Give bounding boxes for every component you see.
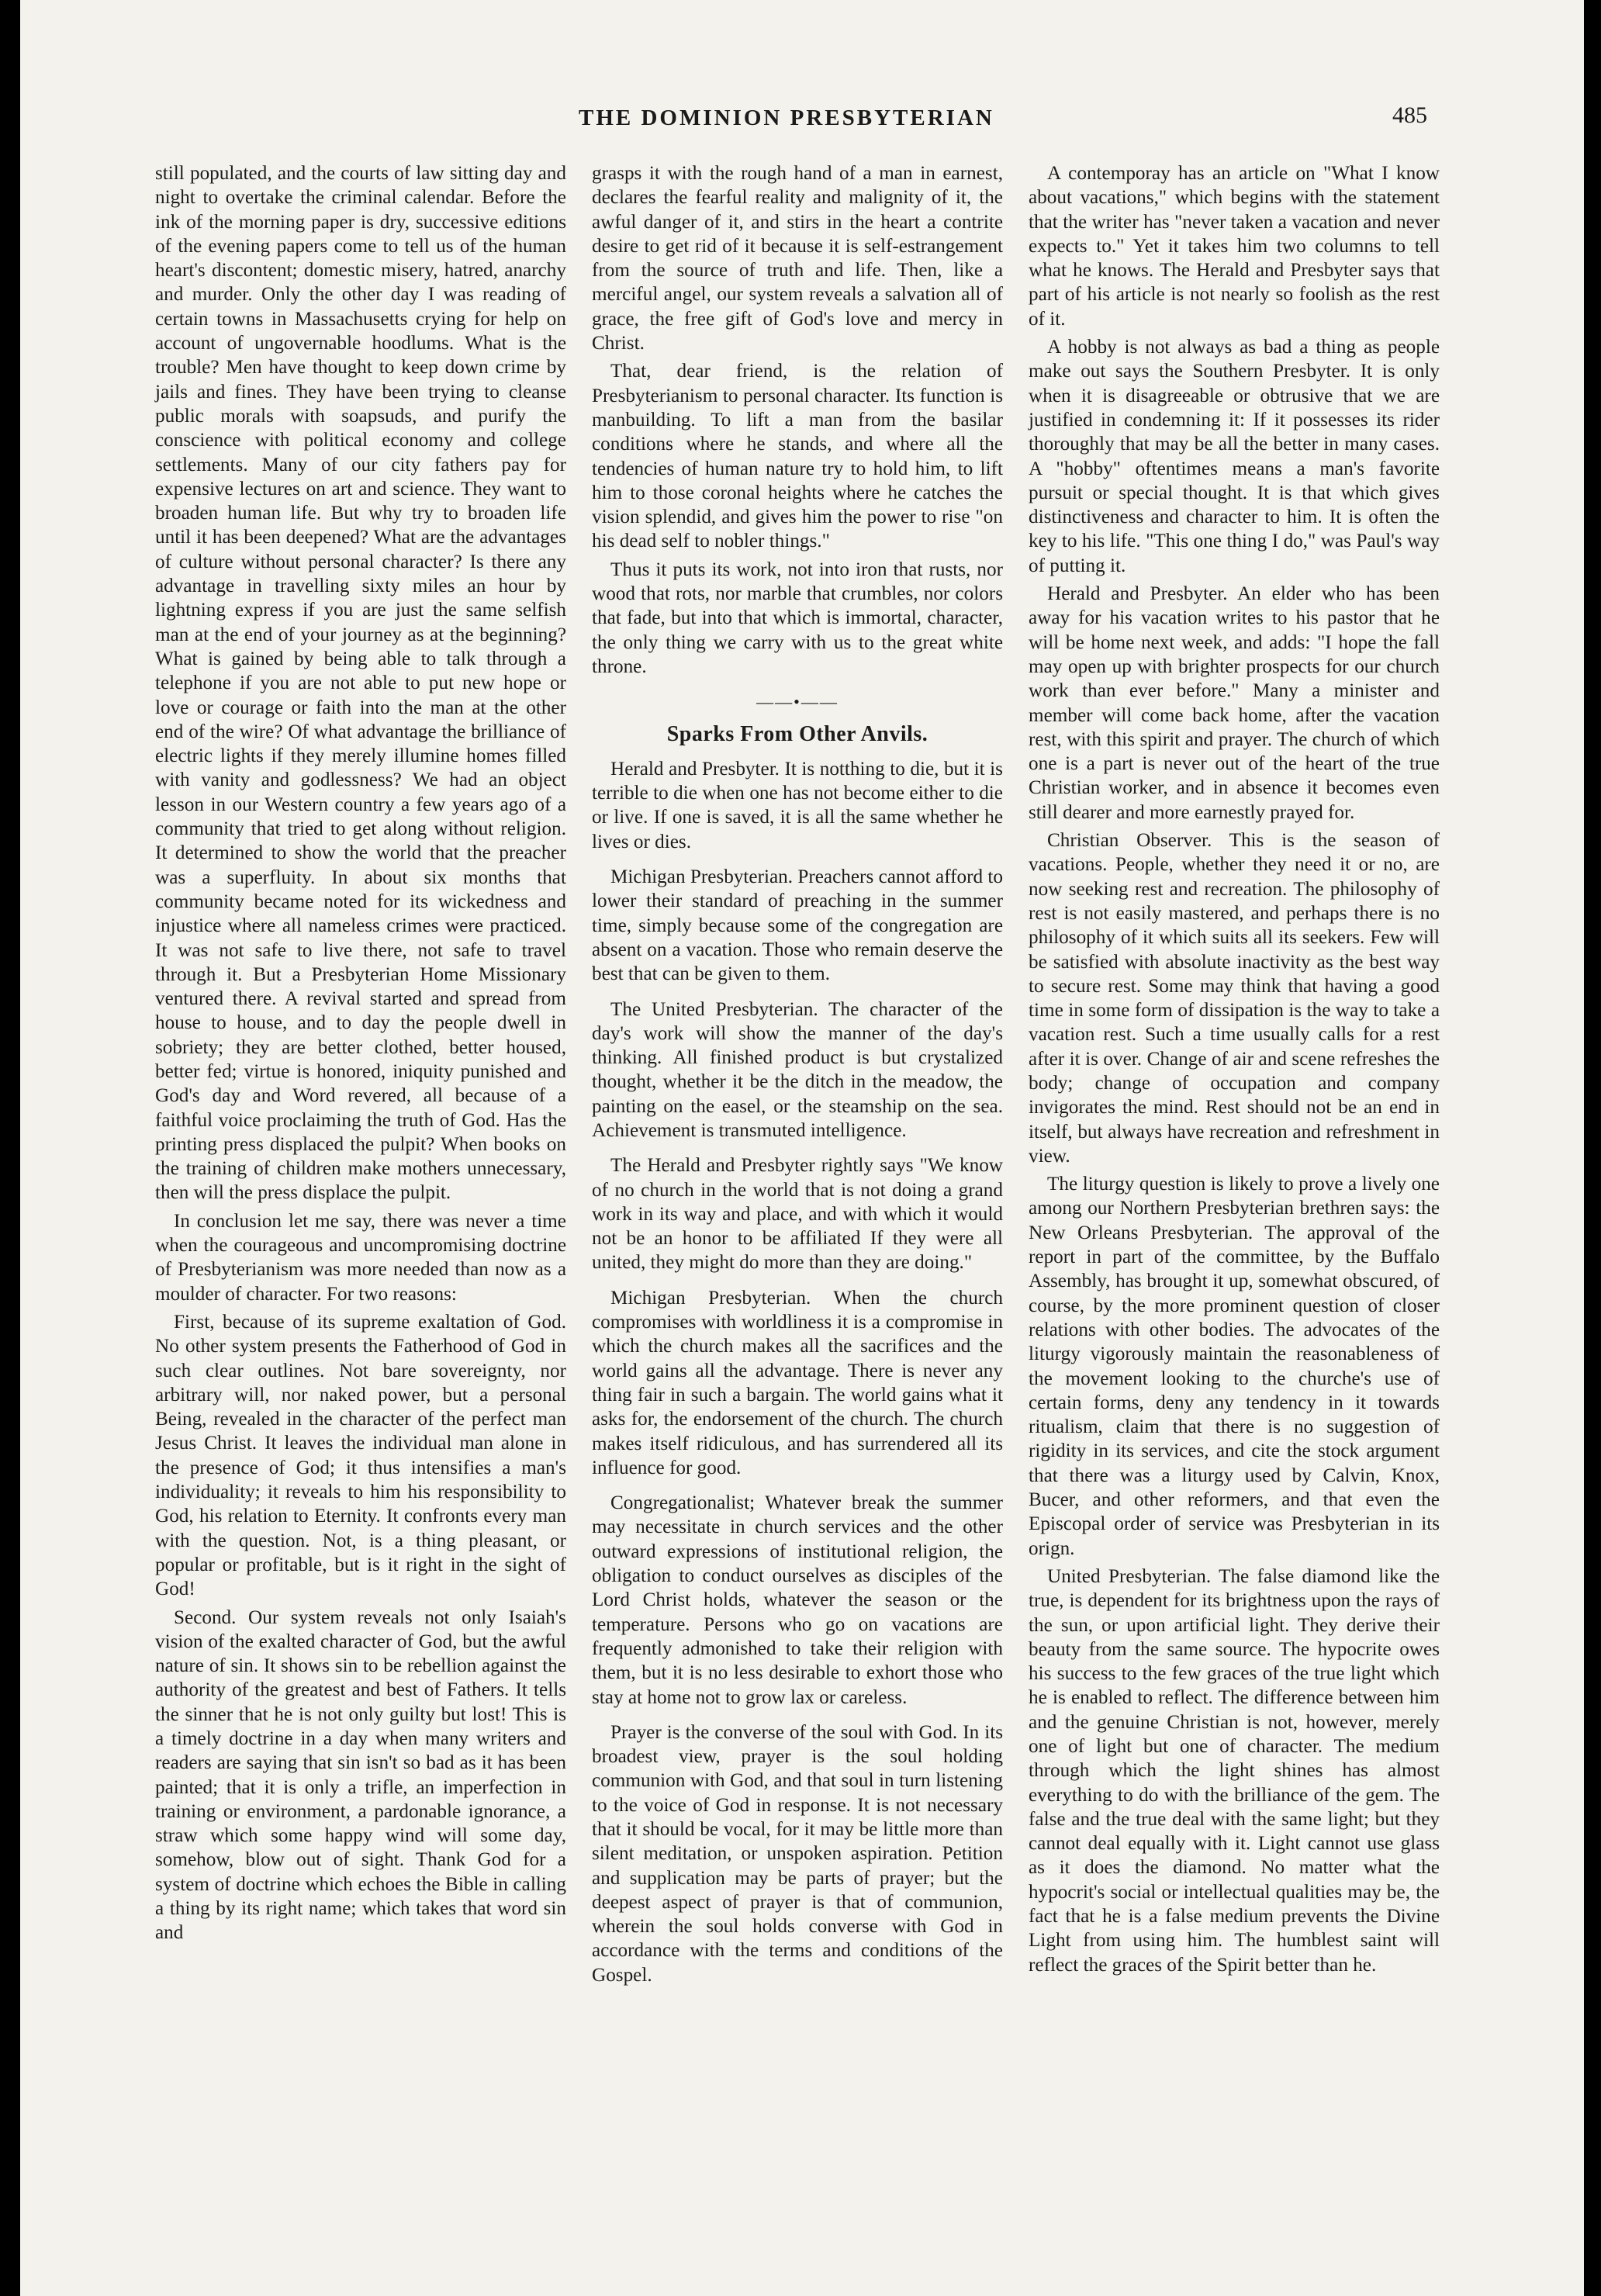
paragraph: Thus it puts its work, not into iron that rusts, nor wood that rots, nor marble that crumbles, nor colors that fade, but into that which is immortal, character, the only thing we carry with us to the great white throne. [592,558,1003,677]
paragraph: Michigan Presbyterian. When the church compromises with worldliness it is a compromise in which the church makes all the sacrifices and the world gains all the advantage. There is never any thing fair in such a bargain. The world gains what it asks for, the endorsement of the church. The church makes itself ridiculous, and has surrendered all its influence for good. [592,1287,1003,1478]
paragraph: Christian Observer. This is the season of vacations. People, whether they need it or no, are now seeking rest and recreation. The philosophy of rest is not easily mastered, and perhaps there is no philosophy of it which suits all its seekers. Few will be satisfied with absolute inactivity as the best way to secure rest. Some may think that having a good time in some form of dissipation is the way to take a vacation rest. Such a time usually calls for a rest after it is over. Change of air and scene refreshes the body; change of occupation and company invigorates the mind. Rest should not be an end in itself, but always have recreation and refreshment in view. [1029,830,1440,1167]
page-number: 485 [1392,102,1427,128]
paragraph: still populated, and the courts of law sitting day and night to overtake the criminal calendar. Before the ink of the morning paper is dry, successive editions of the evening papers come to tell us of the human heart's discontent; domestic misery, hatred, anarchy and murder. Only the other day I was reading of certain towns in Massachusetts crying for help on account of ungovernable hoodlums. What is the trouble? Men have thought to keep down crime by jails and fines. They have been trying to cleanse public morals with soapsuds, and purify the conscience with political economy and college settlements. Many of our city fathers pay for expensive lectures on art and science. They want to broaden human life. But why try to broaden life until it has been deepened? What are the advantages of culture without personal character? Is there any advantage in travelling sixty miles an hour by lightning express if you are just the same selfish man at the end of your journey as at the beginning? What is gained by being able to talk through a telephone if you are not able to put new hope or love or courage or faith into the man at the other end of the wire? Of what advantage the brilliance of electric lights if they merely illumine homes filled with vanity and godlessness? We had an object lesson in our Western country a few years ago of a community that tried to get along without religion. It determined to show the world that the preacher was a superfluity. In about six months that community became noted for its wickedness and injustice where all nameless crimes were practiced. It was not safe to live there, not safe to travel through it. But a Presbyterian Home Missionary ventured there. A revival started and spread from house to house, and to day the people dwell in sobriety; they are better clothed, better housed, better fed; virtue is honored, iniquity punished and God's day and Word revered, all because of a faithful voice proclaiming the truth of God. Has the printing press displaced the pulpit? When books on the training of children make mothers unnecessary, then will the press displace the pulpit. [155,163,566,1204]
column-left [155,161,566,1949]
paragraph: United Presbyterian. The false diamond like the true, is dependent for its brightness upon the rays of the sun, or upon artificial light. They derive their beauty from the same source. The hypocrite owes his success to the few graces of the true light which he is enabled to reflect. The difference between him and the genuine Christian is not, however, merely one of light but one of character. The medium through which the light shines has almost everything to do with the brilliance of the gem. The false and the true deal with the same light; but they cannot deal equally with it. Light cannot use glass as it does the diamond. No matter what the hypocrit's social or intellectual qualities may be, the fact that he is a false medium prevents the Divine Light from using him. The humblest saint will reflect the graces of the Spirit better than he. [1029,1565,1440,1976]
paragraph: Prayer is the converse of the soul with God. In its broadest view, prayer is the soul holding communion with God, and that soul in turn listening to the voice of God in response. It is not necessary that it should be vocal, for it may be little more than silent meditation, or unspoken aspiration. Petition and supplication may be parts of prayer; but the deepest aspect of prayer is that of communion, wherein the soul holds converse with God in accordance with the terms and conditions of the Gospel. [592,1721,1003,1986]
paragraph: Second. Our system reveals not only Isaiah's vision of the exalted character of God, but the awful nature of sin. It shows sin to be rebellion against the authority of the greatest and best of Fathers. It tells the sinner that he is not only guilty but lost! This is a timely doctrine in a day when many writers and readers are saying that sin isn't so bad as it has been painted; that it is only a trifle, an imperfection in training or environment, a pardonable ignorance, a straw which some happy wind will some day, somehow, blow out of sight. Thank God for a system of doctrine which echoes the Bible in calling a thing by its right name; which takes that word sin and [155,1606,566,1944]
paragraph: The United Presbyterian. The character of the day's work will show the manner of the day's thinking. All finished product is but crystalized thought, whether it be the ditch in the meadow, the painting on the easel, or the steamship on the sea. Achievement is transmuted intelligence. [592,998,1003,1141]
paragraph: Michigan Presbyterian. Preachers cannot afford to lower their standard of preaching in the summer time, simply because some of the congregation are absent on a vacation. Those who remain deserve the best that can be given to them. [592,866,1003,985]
paragraph: Herald and Presbyter. An elder who has been away for his vacation writes to his pastor that he will be home next week, and adds: "I hope the fall may open up with brighter prospects for our church work than ever before." Many a minister and member will come back home, after the vacation rest, with this spirit and prayer. The church of which one is a part is never out of the heart of the true Christian worker, and in absence it becomes even still dearer and more earnestly prayed for. [1029,583,1440,823]
paragraph: First, because of its supreme exaltation of God. No other system presents the Fatherhood of God in such clear outlines. Not bare sovereignty, nor arbitrary will, nor naked power, but a personal Being, revealed in the character of the perfect man Jesus Christ. It leaves the individual man alone in the presence of God; it thus intensifies a man's individuality; it reveals to him his responsibility to God, his relation to Eternity. It confronts every man with the question. Not, is a thing pleasant, or popular or profitable, but is it right in the sight of God! [155,1311,566,1600]
paragraph: Congregationalist; Whatever break the summer may necessitate in church services and the other outward expressions of institutional religion, the obligation to conduct ourselves as disciples of the Lord Christ holds, whatever the season or the temperature. Persons who go on vacations are frequently admonished to take their religion with them, but it is no less desirable to exhort those who stay at home not to grow lax or careless. [592,1492,1003,1708]
running-head: THE DOMINION PRESBYTERIAN [579,105,994,130]
paragraph: The liturgy question is likely to prove a lively one among our Northern Presbyterian brethren says: the New Orleans Presbyterian. The approval of the report in part of the committee, by the Buffalo Assembly, has brought it up, somewhat obscured, of course, by the more prominent question of closer relations with other bodies. The advocates of the liturgy vigorously maintain the reasonableness of the movement looking to the churche's use of certain forms, deny any tendency in it towards ritualism, claim that there is no suggestion of rigidity in its services, and cite the stock argument that there was a liturgy used by Calvin, Knox, Bucer, and other reformers, and that even the Episcopal order of service was Presbyterian in its orign. [1029,1174,1440,1559]
section-title: Sparks From Other Anvils. [666,721,928,746]
newspaper-page [20,0,1584,2296]
ornament-rule: ——•—— [756,692,839,712]
column-middle [592,161,1003,1991]
paragraph: A hobby is not always as bad a thing as people make out says the Southern Presbyter. It is only when it is disagreeable or obtrusive that we are justified in condemning it: If it possesses its rider thoroughly that may be all the better in many cases. A "hobby" oftentimes means a man's favorite pursuit or special thought. It is that which gives distinctiveness and character to him. It is often the key to his life. "This one thing I do," was Paul's way of putting it. [1029,337,1440,576]
paragraph: In conclusion let me say, there was never a time when the courageous and uncompromising doctrine of Presbyterianism was more needed than now as a moulder of character. For two reasons: [155,1210,566,1305]
paragraph: The Herald and Presbyter rightly says "We know of no church in the world that is not doing a grand work in its way and place, and with which it would not be an honor to be affiliated If they were all united, they might do more than they are doing." [592,1155,1003,1274]
paragraph: A contemporay has an article on "What I know about vacations," which begins with the statement that the writer has "never taken a vacation and never expects to." Yet it takes him two columns to tell what he knows. The Herald and Presbyter says that part of his article is not nearly so foolish as the rest of it. [1029,163,1440,330]
paragraph: Herald and Presbyter. It is notthing to die, but it is terrible to die when one has not become either to die or live. If one is saved, it is all the same whether he lives or dies. [592,758,1003,852]
column-right [1029,161,1440,1981]
paragraph: That, dear friend, is the relation of Presbyterianism to personal character. Its function is manbuilding. To lift a man from the basilar conditions where he stands, and where all the tendencies of human nature try to hold him, to lift him to those coronal heights where he catches the vision splendid, and gives him the power to rise "on his dead self to nobler things." [592,361,1003,552]
paragraph: grasps it with the rough hand of a man in earnest, declares the fearful reality and malignity of it, the awful danger of it, and stirs in the heart a contrite desire to get rid of it because it is self-estrangement from the source of truth and life. Then, like a merciful angel, our system reveals a salvation all of grace, the free gift of God's love and mercy in Christ. [592,163,1003,354]
